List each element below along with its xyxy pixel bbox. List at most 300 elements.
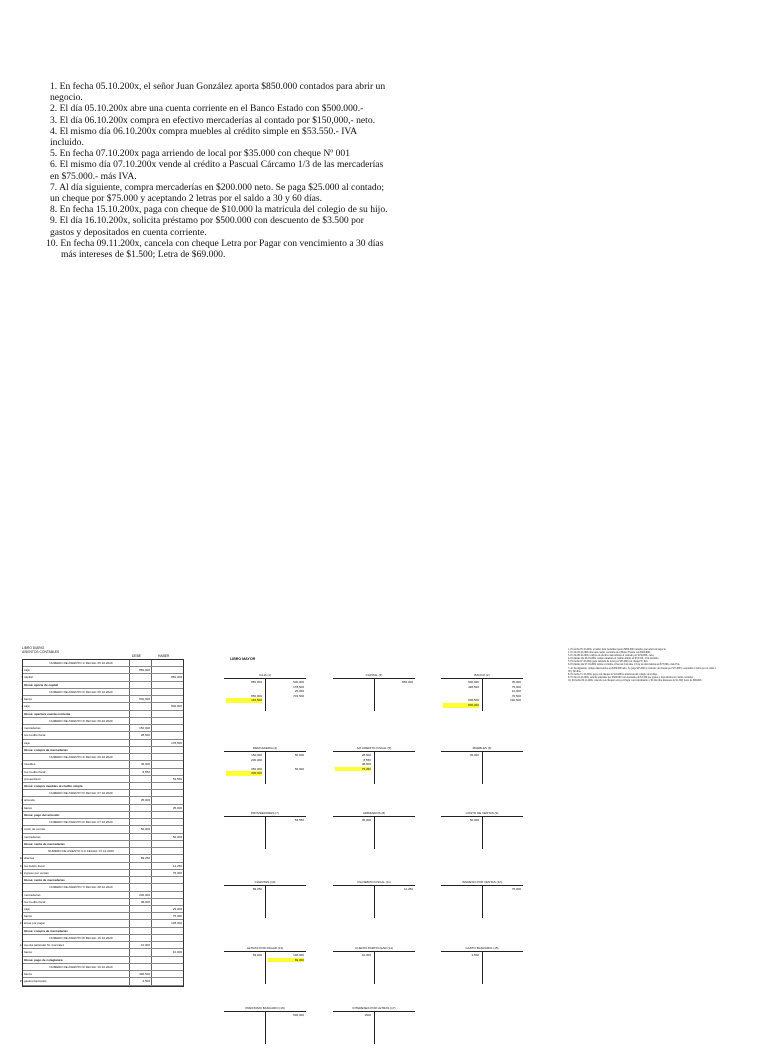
ledger-account bbox=[333, 880, 415, 936]
journal-row bbox=[23, 761, 183, 768]
account-name: caja bbox=[24, 906, 30, 911]
debe-amount: 35,000 bbox=[129, 797, 152, 803]
account-name: proveedores bbox=[24, 776, 41, 781]
account-name: NUMERO DE ASIENTO 9/ FECHA: 16.10.2020 bbox=[49, 964, 113, 969]
haber-amount: 25,000 bbox=[172, 906, 182, 911]
ledger-account-name: CAPITAL (3) bbox=[333, 673, 415, 679]
debit-entry: 496,500 bbox=[468, 684, 479, 689]
journal-row bbox=[23, 776, 183, 783]
journal-row bbox=[23, 826, 183, 833]
journal-row bbox=[23, 740, 183, 747]
ledger-divider bbox=[265, 951, 266, 984]
account-code: 7 bbox=[21, 776, 23, 781]
ledger-account bbox=[441, 946, 523, 1002]
thumbnail-line: 3. El día 06.10.200x compra en efectivo mercaderías al contado por $150,000,- neto. bbox=[568, 654, 655, 658]
credit-entry: 35,000 bbox=[511, 680, 521, 684]
journal-book bbox=[19, 646, 184, 987]
ledger-account-name: PROVEEDORES (7) bbox=[224, 811, 306, 817]
account-code: 2 bbox=[21, 972, 23, 977]
debit-entry: 28,500 bbox=[361, 753, 371, 757]
account-name: capital bbox=[24, 675, 33, 680]
journal-row bbox=[23, 935, 183, 942]
ledger-balance: 146,500 bbox=[226, 698, 262, 703]
ledger-debit-column bbox=[443, 753, 479, 758]
credit-entry: 10,000 bbox=[511, 689, 521, 694]
account-code: 12 bbox=[19, 870, 23, 875]
journal-row bbox=[23, 971, 183, 978]
account-name: costo de ventas bbox=[24, 827, 46, 832]
debe-amount: 50,000 bbox=[129, 826, 152, 832]
debe-amount: 10,000 bbox=[129, 942, 152, 948]
credit-total: 190,500 bbox=[510, 698, 521, 703]
credit-entry: 70,500 bbox=[511, 693, 521, 698]
journal-row bbox=[23, 834, 183, 841]
account-name: NUMERO DE ASIENTO 8/ FECHA: 15.10.2020 bbox=[49, 935, 113, 940]
debit-entry: 500,000 bbox=[468, 680, 479, 684]
journal-row bbox=[23, 928, 183, 935]
debe-amount bbox=[129, 863, 152, 869]
debe-amount bbox=[129, 660, 152, 666]
account-name: mercaderias bbox=[24, 834, 41, 839]
ledger-account-name: CAJA (1) bbox=[224, 673, 306, 679]
journal-row bbox=[23, 725, 183, 732]
debe-amount bbox=[129, 718, 152, 724]
ledger-account-name: BANCO (2) bbox=[441, 673, 523, 679]
ledger-credit-column bbox=[268, 953, 304, 962]
debe-amount bbox=[129, 776, 152, 782]
problem-item: 4. El mismo día 06.10.200x compra muebles al crédito simple en $53.550.- IVA incluido. bbox=[50, 125, 357, 149]
account-name: Glosa: aporte de capital bbox=[24, 682, 59, 687]
journal-row bbox=[23, 848, 183, 855]
debe-amount: 8,550 bbox=[129, 769, 152, 775]
journal-row bbox=[23, 805, 183, 812]
debe-amount bbox=[129, 870, 152, 876]
ledger-divider bbox=[265, 885, 266, 918]
debit-entry: 89,250 bbox=[252, 887, 262, 891]
debe-amount bbox=[129, 711, 152, 717]
problem-item: 7. Al día siguiente, compra mercaderías en $200.000 neto. Se paga $25.000 al contado; un cheque por $75.000 y aceptando 2 letras por el saldo a 30 y 60 días. bbox=[50, 181, 385, 205]
debe-header: DEBE bbox=[132, 654, 141, 658]
thumbnail-line: 10. En fecha 09.11.200x, cancela con cheque Letra por Pagar con vencimiento a 30 días más intereses de $1.500; Letra de $69.000. bbox=[568, 678, 702, 682]
debe-amount bbox=[129, 689, 152, 695]
ledger-account-name: CLIENTES (10) bbox=[224, 880, 306, 886]
debit-entry: 45,000 bbox=[469, 753, 479, 757]
haber-amount: 53,550 bbox=[172, 776, 182, 781]
ledger-credit-column bbox=[485, 887, 521, 892]
ledger-credit-column bbox=[377, 680, 413, 685]
ledger-credit-column bbox=[268, 680, 304, 698]
journal-row bbox=[23, 783, 183, 790]
account-code: 9 bbox=[21, 827, 23, 832]
haber-amount: 50,000 bbox=[172, 834, 182, 839]
account-name: arriendo bbox=[24, 798, 36, 803]
exercise-statement bbox=[46, 81, 390, 261]
account-code: 6 bbox=[21, 762, 23, 767]
account-code: 4 bbox=[21, 726, 23, 731]
account-name: ingreso por ventas bbox=[24, 870, 49, 875]
account-name: banco bbox=[24, 950, 33, 955]
credit-entry: 178,500 bbox=[293, 684, 304, 689]
account-code: 2 bbox=[21, 805, 23, 810]
credit-entry: 138,000 bbox=[293, 953, 304, 957]
debe-amount: 3,500 bbox=[129, 978, 152, 984]
ledger-account bbox=[224, 673, 306, 729]
debe-amount bbox=[129, 884, 152, 890]
account-name: mercaderias bbox=[24, 726, 41, 731]
debe-amount bbox=[129, 747, 152, 753]
credit-entry: 75,000 bbox=[511, 684, 521, 689]
debe-amount: 200,000 bbox=[129, 892, 152, 898]
journal-row bbox=[19, 855, 183, 862]
journal-table bbox=[19, 659, 184, 987]
account-code: 5 bbox=[21, 769, 23, 774]
debe-amount bbox=[129, 913, 152, 919]
journal-row bbox=[23, 754, 183, 761]
problem-item: 3. El día 06.10.200x compra en efectivo mercaderías al contado por $150,000,- neto. bbox=[50, 114, 376, 126]
journal-subtitle: ASIENTOS CONTABLES bbox=[22, 650, 60, 654]
journal-row bbox=[23, 718, 183, 725]
credit-entry: 25,000 bbox=[294, 689, 304, 694]
debit-entry: 850,000 bbox=[251, 680, 262, 684]
ledger-divider bbox=[374, 885, 375, 918]
account-name: NUMERO DE ASIENTO 3/ FECHA: 06.10.2020 bbox=[49, 718, 113, 723]
journal-row bbox=[23, 797, 183, 804]
ledger-credit-column bbox=[268, 818, 304, 823]
debit-entry: 200,000 bbox=[251, 757, 262, 762]
journal-row bbox=[19, 920, 183, 927]
ledger-divider bbox=[374, 816, 375, 849]
ledger-account bbox=[224, 880, 306, 936]
ledger-divider bbox=[265, 751, 266, 784]
ledger-credit-column bbox=[485, 680, 521, 703]
account-name: caja bbox=[24, 668, 30, 673]
haber-amount: 75,000 bbox=[172, 870, 182, 875]
ledger-account-name: PRESTAMO BANCARIO (16) bbox=[224, 1006, 306, 1012]
ledger-account bbox=[333, 811, 415, 867]
debit-entry: 10,000 bbox=[361, 953, 371, 957]
debe-amount bbox=[129, 906, 152, 912]
account-name: Glosa: venta de mercaderias bbox=[24, 841, 65, 846]
ledger-account-name: ARRIENDOS (8) bbox=[333, 811, 415, 817]
thumbnail-line: 7. Al día siguiente, compra mercaderías en $200.000 neto. Se paga $25.000 al contado; un cheque por $75.000 y aceptando 2 letras por el saldo a 30 y 60 días. bbox=[568, 666, 716, 673]
ledger-account bbox=[441, 746, 523, 802]
account-name: Glosa: compra de mercaderias bbox=[24, 747, 68, 752]
account-name: gastos bancarios bbox=[24, 979, 47, 984]
account-name: muebles bbox=[24, 762, 36, 767]
thumbnail-line: 8. En fecha 15.10.200x, paga con cheque de $10.000 la matrícula del colegio de su hijo. bbox=[568, 672, 658, 676]
debe-amount: 45,000 bbox=[129, 761, 152, 767]
ledger-divider bbox=[265, 816, 266, 849]
account-code: 2 bbox=[21, 914, 23, 919]
journal-row bbox=[23, 906, 183, 913]
ledger-divider bbox=[265, 1011, 266, 1044]
account-code: 11 bbox=[19, 863, 23, 868]
account-name: Glosa: compra muebles al credito simple bbox=[24, 783, 83, 788]
debe-amount bbox=[129, 812, 152, 818]
account-code: 2 bbox=[21, 950, 23, 955]
account-name: cuenta particular Sr. Gonzalez bbox=[24, 943, 65, 948]
haber-amount: 75,000 bbox=[172, 914, 182, 919]
account-code: 1 bbox=[21, 704, 23, 709]
ledger-account-name: LETRAS POR PAGAR (13) bbox=[224, 946, 306, 952]
journal-row bbox=[23, 877, 183, 884]
ledger-divider bbox=[482, 751, 483, 784]
debit-entry: 3,500 bbox=[471, 953, 479, 957]
journal-row bbox=[23, 696, 183, 703]
exercise-thumbnail bbox=[568, 648, 716, 682]
account-code: 3 bbox=[21, 675, 23, 680]
debit-entry: 150,000 bbox=[251, 753, 262, 757]
debe-amount bbox=[129, 783, 152, 789]
debe-amount: 850,000 bbox=[129, 667, 152, 673]
haber-amount: 178,500 bbox=[171, 740, 182, 745]
debe-amount bbox=[129, 790, 152, 796]
thumbnail-line: 5. En fecha 07.10.200x paga arriendo de local por $35.000 con cheque Nº 001 bbox=[568, 660, 648, 664]
ledger-credit-column bbox=[377, 887, 413, 892]
journal-row bbox=[23, 949, 183, 956]
debe-amount: 89,250 bbox=[129, 855, 152, 861]
debit-entry: 350,000 bbox=[251, 766, 262, 771]
ledger-debit-column bbox=[335, 818, 371, 823]
account-name: Glosa: venta de mercaderias bbox=[24, 878, 65, 883]
ledger-debit-column bbox=[443, 818, 479, 823]
journal-row bbox=[23, 689, 183, 696]
ledger-divider bbox=[374, 678, 375, 711]
journal-row bbox=[19, 870, 183, 877]
thumbnail-line: 4. El mismo día 06.10.200x compra muebles al crédito simple en $53.550.- IVA incluido. bbox=[568, 657, 659, 661]
debe-amount bbox=[129, 877, 152, 883]
ledger-account bbox=[333, 746, 415, 802]
account-name: iva credito fiscal bbox=[24, 733, 46, 738]
debit-entry: 69,000 bbox=[252, 953, 262, 957]
accounting-worksheet bbox=[0, 640, 768, 1024]
haber-amount: 138,000 bbox=[171, 921, 182, 926]
debe-amount: 28,500 bbox=[129, 732, 152, 738]
account-name: NUMERO DE ASIENTO 1/ FECHA: 05.10.2020 bbox=[49, 661, 113, 665]
ledger-account-name: IVA CREDITO FISCAL (5) bbox=[333, 746, 415, 752]
credit-entry: 75,000 bbox=[511, 887, 521, 891]
ledger-divider bbox=[482, 951, 483, 984]
account-code: 1 bbox=[21, 668, 23, 673]
ledger-debit-column bbox=[335, 1013, 371, 1018]
account-name: NUMERO DE ASIENTO 7/ FECHA: 08.10.2020 bbox=[49, 885, 113, 890]
problem-item: 5. En fecha 07.10.200x paga arriendo de local por $35.000 con cheque Nº 001 bbox=[50, 148, 351, 160]
debe-amount bbox=[129, 834, 152, 840]
journal-row bbox=[23, 667, 183, 674]
account-name: Glosa: apertura cuenta corriente bbox=[24, 711, 71, 716]
account-code: 1 bbox=[21, 906, 23, 911]
debe-amount bbox=[129, 841, 152, 847]
journal-row bbox=[23, 790, 183, 797]
account-name: Glosa: pago del arriendo bbox=[24, 812, 60, 817]
ledger-divider bbox=[374, 1011, 375, 1044]
debe-amount bbox=[129, 964, 152, 970]
ledger-account-name: INTERESES POR LETRAS (17) bbox=[333, 1006, 415, 1012]
haber-amount: 500,000 bbox=[171, 704, 182, 709]
debit-entry: 1500 bbox=[364, 1013, 371, 1017]
haber-header: HABER bbox=[158, 654, 170, 658]
journal-row bbox=[23, 957, 183, 964]
ledger-credit-column bbox=[268, 1013, 304, 1018]
ledger-account bbox=[224, 746, 306, 802]
ledger-divider bbox=[374, 751, 375, 784]
account-code: 5 bbox=[21, 899, 23, 904]
journal-row bbox=[23, 703, 183, 710]
credit-entry: 500,000 bbox=[293, 680, 304, 684]
account-name: banco bbox=[24, 805, 33, 810]
credit-entry: 53,550 bbox=[294, 818, 304, 822]
ledger-debit-column bbox=[226, 753, 262, 776]
account-name: caja bbox=[24, 704, 30, 709]
journal-row bbox=[19, 978, 183, 985]
haber-amount: 10,000 bbox=[172, 950, 182, 955]
journal-row bbox=[23, 964, 183, 971]
ledger-balance: 69,000 bbox=[268, 958, 304, 963]
problem-item: 8. En fecha 15.10.200x, paga con cheque de $10.000 la matrícula del colegio de su hijo. bbox=[50, 204, 388, 216]
journal-row bbox=[23, 682, 183, 689]
account-code: 10 bbox=[19, 856, 23, 861]
journal-row bbox=[23, 747, 183, 754]
ledger-account bbox=[441, 811, 523, 867]
account-name: banco bbox=[24, 697, 33, 702]
debe-amount: 150,000 bbox=[129, 725, 152, 731]
debit-entry: 8,550 bbox=[363, 757, 371, 762]
thumbnail-line: 6. El mismo día 07.10.200x vende al crédito a Pascual Cárcamo 1/3 de las mercaderías en $75.000.- más IVA. bbox=[568, 663, 681, 667]
problem-item: 1. En fecha 05.10.200x, el señor Juan González aporta $850.000 contados para abrir un negocio. bbox=[50, 81, 386, 104]
ledger-balance: 806,000 bbox=[443, 703, 479, 708]
debe-amount bbox=[129, 935, 152, 941]
account-name: Glosa: compra de mercaderias bbox=[24, 928, 68, 933]
debe-amount bbox=[129, 674, 152, 680]
credit-entry: 50,000 bbox=[294, 753, 304, 757]
ledger-account bbox=[224, 946, 306, 1002]
journal-row bbox=[19, 863, 183, 870]
ledger-divider bbox=[374, 951, 375, 984]
debit-entry: 850,000 bbox=[251, 693, 262, 698]
account-code: 14 bbox=[19, 943, 23, 948]
problem-item: 9. El día 16.10.200x, solicita préstamo por $500.000 con descuento de $3.500 por gastos y depositados en cuenta corriente. bbox=[50, 215, 364, 238]
debe-amount bbox=[129, 957, 152, 963]
ledger-account bbox=[333, 673, 415, 729]
journal-row bbox=[23, 913, 183, 920]
ledger-account bbox=[333, 946, 415, 1002]
account-name: iva debito fiscal bbox=[24, 863, 45, 868]
ledger-divider bbox=[482, 678, 483, 711]
journal-row bbox=[23, 711, 183, 718]
ledger-title: LIBRO MAYOR bbox=[230, 657, 256, 661]
debe-amount bbox=[129, 920, 152, 926]
account-code: 2 bbox=[21, 697, 23, 702]
haber-amount: 850,000 bbox=[171, 675, 182, 680]
ledger-debit-column bbox=[335, 953, 371, 958]
credit-entry: 14,250 bbox=[403, 887, 413, 891]
ledger-credit-column bbox=[268, 753, 304, 771]
thumbnail-line: 2. El día 05.10.200x abre una cuenta corriente en el Banco Estado con $500.000.- bbox=[568, 651, 652, 655]
ledger-divider bbox=[265, 678, 266, 711]
account-name: mercaderias bbox=[24, 892, 41, 897]
journal-row bbox=[23, 841, 183, 848]
ledger-account-name: MERCADERIA (4) bbox=[224, 746, 306, 752]
account-name: Glosa: pago de colegiatura bbox=[24, 957, 63, 962]
ledger-divider bbox=[482, 816, 483, 849]
debe-amount bbox=[129, 740, 152, 746]
journal-row bbox=[23, 892, 183, 899]
account-name: banco bbox=[24, 972, 33, 977]
credit-entry: 50,000 bbox=[294, 766, 304, 771]
debe-amount bbox=[129, 754, 152, 760]
ledger-divider bbox=[482, 885, 483, 918]
account-code: 5 bbox=[21, 733, 23, 738]
account-code: 8 bbox=[21, 798, 23, 803]
debe-amount bbox=[129, 703, 152, 709]
account-code: 1 bbox=[21, 740, 23, 745]
haber-amount: 14,250 bbox=[172, 863, 182, 868]
journal-row bbox=[23, 674, 183, 681]
ledger-account bbox=[441, 673, 523, 729]
debe-amount bbox=[129, 682, 152, 688]
debe-amount: 500,000 bbox=[129, 696, 152, 702]
account-name: NUMERO DE ASIENTO 6/ FECHA: 07.10.2020 bbox=[49, 820, 113, 825]
ledger-debit-column bbox=[443, 680, 479, 708]
thumbnail-line: 1. En fecha 05.10.200x, el señor Juan González aporta $850.000 contados para abrir un negocio. bbox=[568, 648, 667, 651]
debe-amount bbox=[129, 805, 152, 811]
ledger-debit-column bbox=[335, 753, 371, 771]
ledger-account-name: MUEBLES (6) bbox=[441, 746, 523, 752]
credit-entry: 703,500 bbox=[293, 693, 304, 698]
journal-row bbox=[19, 942, 183, 949]
ledger-account bbox=[441, 880, 523, 936]
ledger-account bbox=[224, 1006, 306, 1062]
debit-entry: 35,000 bbox=[361, 818, 371, 822]
debe-amount bbox=[129, 949, 152, 955]
account-name: NUMERO DE ASIENTO 6.1/ FECHA: 07.10.2020 bbox=[48, 849, 114, 854]
ledger-account-name: IVA DEBITO FISCAL (11) bbox=[333, 880, 415, 886]
account-name: iva credito fiscal bbox=[24, 769, 46, 774]
debe-amount bbox=[129, 819, 152, 825]
ledger-debit-column bbox=[226, 680, 262, 703]
account-name: clientes bbox=[24, 856, 35, 861]
journal-row bbox=[23, 899, 183, 906]
credit-entry: 500,000 bbox=[293, 1013, 304, 1017]
thumbnail-line: 9. El día 16.10.200x, solicita préstamo por $500.000 con descuento de $3.500 por gastos y depositados en cuenta corriente. bbox=[568, 675, 694, 679]
account-name: NUMERO DE ASIENTO 5/ FECHA: 07.10.2020 bbox=[49, 791, 113, 796]
ledger-account-name: GASTO BANCARIO (15) bbox=[441, 946, 523, 952]
ledger-debit-column bbox=[226, 887, 262, 892]
debit-entry: 38,000 bbox=[361, 762, 371, 767]
journal-row bbox=[23, 884, 183, 891]
account-name: banco bbox=[24, 914, 33, 919]
account-name: letras por pagar bbox=[24, 921, 46, 926]
ledger-account-name: INGRESO POR VENTAS (12) bbox=[441, 880, 523, 886]
journal-row bbox=[23, 812, 183, 819]
ledger-account-name: CUENTA PARTICULAR (14) bbox=[333, 946, 415, 952]
debe-amount: 38,000 bbox=[129, 899, 152, 905]
account-name: caja bbox=[24, 740, 30, 745]
account-code: 4 bbox=[21, 834, 23, 839]
debe-amount: 496,500 bbox=[129, 971, 152, 977]
ledger-account bbox=[224, 811, 306, 867]
journal-row bbox=[23, 732, 183, 739]
account-code: 4 bbox=[21, 892, 23, 897]
problem-item: 10. En fecha 09.11.200x, cancela con cheque Letra por Pagar con vencimiento a 30 días más intereses de $1.500; Letra de $69.000. bbox=[46, 237, 384, 261]
journal-title: LIBRO DIARIO bbox=[22, 646, 45, 650]
account-name: NUMERO DE ASIENTO 2/ FECHA: 05.10.2020 bbox=[49, 689, 113, 694]
account-code: 15 bbox=[19, 979, 23, 984]
account-name: NUMERO DE ASIENTO 4/ FECHA: 06.10.2020 bbox=[49, 755, 113, 760]
account-code: 13 bbox=[19, 921, 23, 926]
debit-total: 996,500 bbox=[468, 698, 479, 703]
journal-row bbox=[23, 660, 183, 667]
